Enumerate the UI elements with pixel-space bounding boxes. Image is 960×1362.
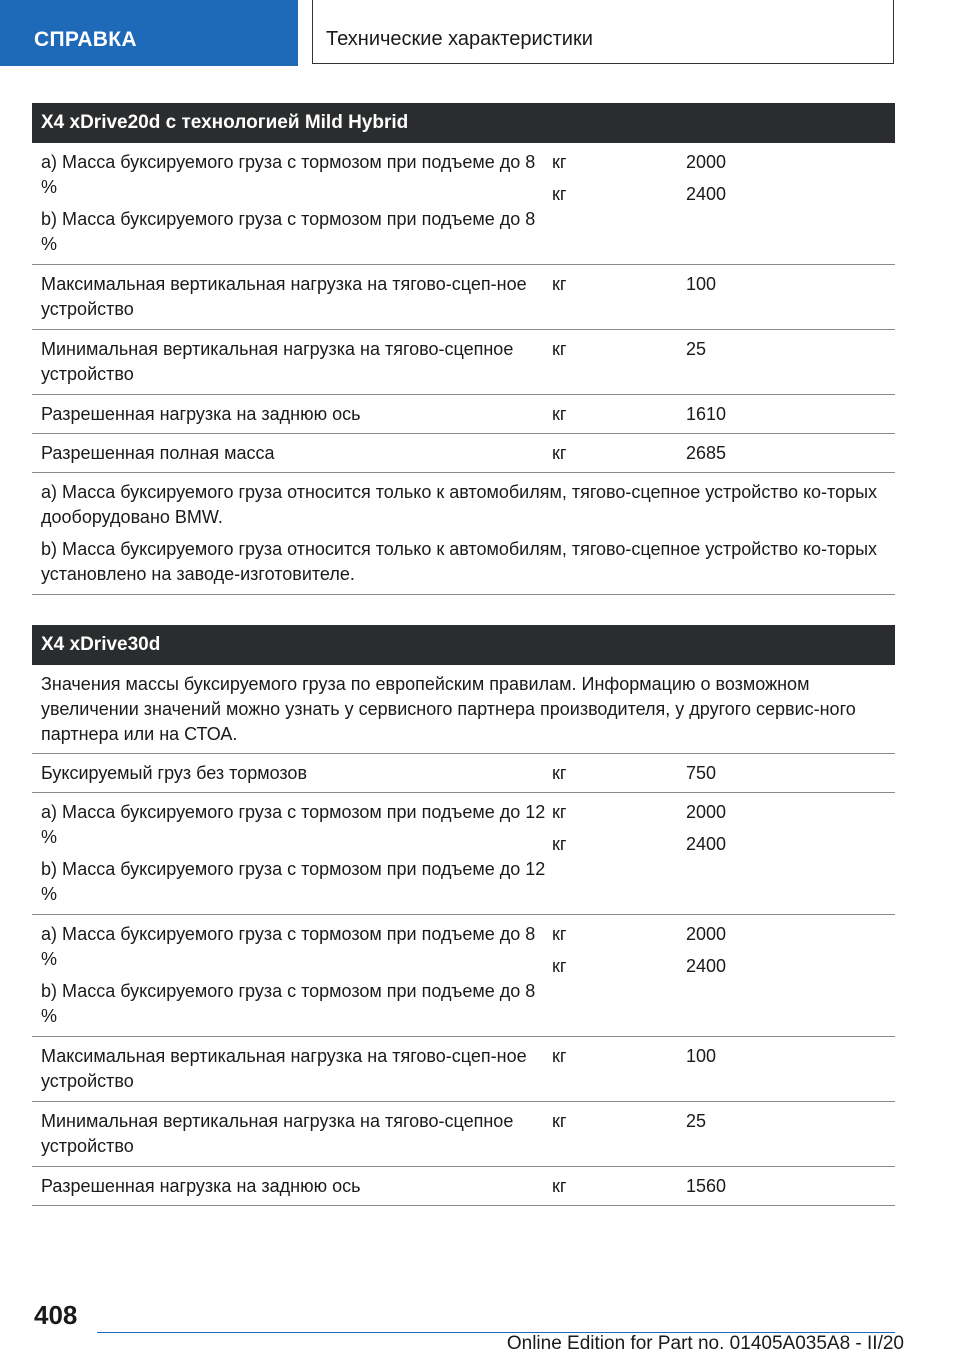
row-unit: кг xyxy=(552,184,567,204)
row-label: Разрешенная нагрузка на заднюю ось xyxy=(41,1176,361,1196)
row-value: 100 xyxy=(686,274,717,294)
row-value: 2000 xyxy=(686,802,727,822)
table-row xyxy=(32,434,895,473)
row-value: 2000 xyxy=(686,924,727,944)
row-value: 25 xyxy=(686,339,707,359)
row-label: a) Масса буксируемого груза с тормозом при подъеме до 8 % xyxy=(41,152,536,197)
page-title: Технические характеристики xyxy=(326,28,593,50)
row-value: 2400 xyxy=(686,834,727,854)
table-footnotes xyxy=(32,473,895,595)
row-unit: кг xyxy=(552,1176,567,1196)
row-label: b) Масса буксируемого груза с тормозом при подъеме до 8 % xyxy=(41,981,536,1026)
row-value: 750 xyxy=(686,763,717,783)
row-label: Разрешенная полная масса xyxy=(41,443,275,463)
row-unit: кг xyxy=(552,924,567,944)
row-value: 1610 xyxy=(686,404,727,424)
table-row xyxy=(32,793,895,915)
row-value: 2400 xyxy=(686,184,727,204)
row-label: Разрешенная нагрузка на заднюю ось xyxy=(41,404,361,424)
row-label: Буксируемый груз без тормозов xyxy=(41,763,308,783)
row-value: 2400 xyxy=(686,956,727,976)
table-row xyxy=(32,754,895,793)
page-header xyxy=(312,0,894,64)
table-row xyxy=(32,395,895,434)
row-unit: кг xyxy=(552,802,567,822)
row-value: 2000 xyxy=(686,152,727,172)
table-row xyxy=(32,1102,895,1167)
section-label: СПРАВКА xyxy=(34,28,137,51)
row-label: a) Масса буксируемого груза с тормозом при подъеме до 8 % xyxy=(41,924,536,969)
table-row xyxy=(32,1167,895,1206)
row-unit: кг xyxy=(552,834,567,854)
row-unit: кг xyxy=(552,339,567,359)
table-row xyxy=(32,265,895,330)
row-label: Максимальная вертикальная нагрузка на тягово-сцеп-ное устройство xyxy=(41,1046,527,1091)
table-intro xyxy=(32,665,895,754)
row-unit: кг xyxy=(552,443,567,463)
table-row xyxy=(32,143,895,265)
row-label: Минимальная вертикальная нагрузка на тягово-сцепное устройство xyxy=(41,339,514,384)
table-title: X4 xDrive30d xyxy=(32,625,895,665)
row-value: 1560 xyxy=(686,1176,727,1196)
row-value: 2685 xyxy=(686,443,727,463)
footnote-a: a) Масса буксируемого груза относится только к автомобилям, тягово-сцепное устройство ко-торых дооборудовано BMW. xyxy=(41,482,878,527)
row-label: b) Масса буксируемого груза с тормозом при подъеме до 12 % xyxy=(41,859,546,904)
spec-table-xdrive20d xyxy=(32,103,895,595)
row-label: Максимальная вертикальная нагрузка на тягово-сцеп-ное устройство xyxy=(41,274,527,319)
row-unit: кг xyxy=(552,152,567,172)
row-label: b) Масса буксируемого груза с тормозом при подъеме до 8 % xyxy=(41,209,536,254)
row-unit: кг xyxy=(552,956,567,976)
spec-table-xdrive30d xyxy=(32,625,895,1206)
row-value: 100 xyxy=(686,1046,717,1066)
section-tab xyxy=(0,0,298,66)
footnote-b: b) Масса буксируемого груза относится только к автомобилям, тягово-сцепное устройство ко-торых установлено на заводе-изготовителе. xyxy=(41,539,878,584)
table-row xyxy=(32,330,895,395)
row-label: a) Масса буксируемого груза с тормозом при подъеме до 12 % xyxy=(41,802,546,847)
row-unit: кг xyxy=(552,274,567,294)
page-number: 408 xyxy=(34,1300,78,1330)
table-row xyxy=(32,1037,895,1102)
table-title: X4 xDrive20d с технологией Mild Hybrid xyxy=(32,103,895,143)
intro-text: Значения массы буксируемого груза по европейским правилам. Информацию о возможном увеличении значений можно узнать у сервисного партнера производителя, у другого сервис-ного партнера или на СТОА. xyxy=(41,674,856,744)
row-unit: кг xyxy=(552,763,567,783)
edition-info: Online Edition for Part no. 01405A035A8 - II/20 xyxy=(506,1333,904,1354)
table-row xyxy=(32,915,895,1037)
row-unit: кг xyxy=(552,1046,567,1066)
row-value: 25 xyxy=(686,1111,707,1131)
row-label: Минимальная вертикальная нагрузка на тягово-сцепное устройство xyxy=(41,1111,514,1156)
row-unit: кг xyxy=(552,1111,567,1131)
row-unit: кг xyxy=(552,404,567,424)
